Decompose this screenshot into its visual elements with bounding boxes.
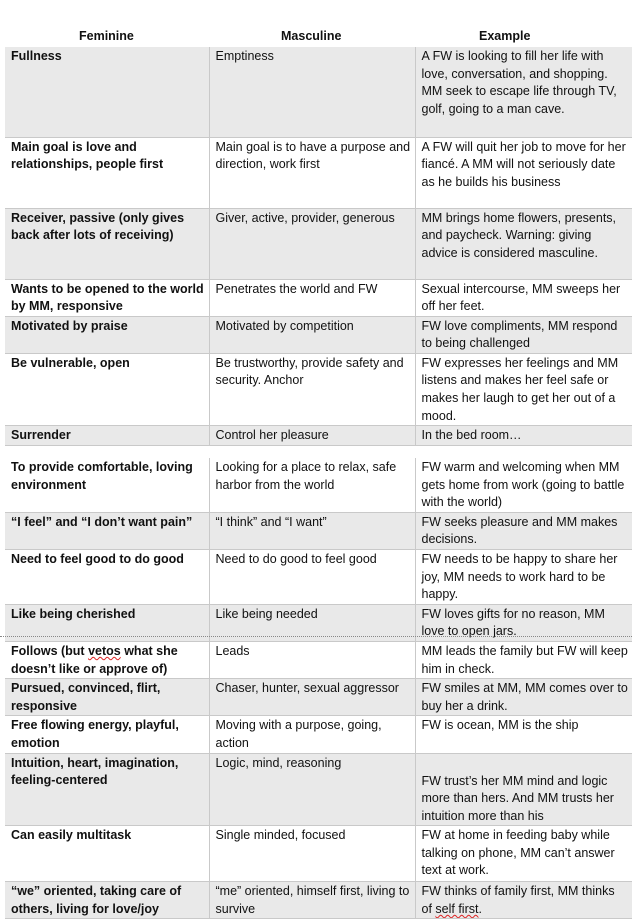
example-text: . [478,901,482,916]
table-row [5,426,632,446]
example-cell: MM leads the family but FW will keep him in check. [415,641,632,678]
masculine-cell: Leads [209,641,415,678]
example-cell: A FW is looking to fill her life with love, conversation, and shopping. MM seek to escape life through TV, golf, going to a man cave. [415,47,632,137]
table-row [5,137,632,208]
feminine-cell: Receiver, passive (only gives back after lots of receiving) [5,208,209,279]
feminine-cell: Free flowing energy, playful, emotion [11,718,179,750]
feminine-cell: “we” oriented, taking care of others, living for love/joy [5,882,209,919]
example-cell: FW smiles at MM, MM comes over to buy her a drink. [415,679,632,716]
feminine-text: Follows (but [11,643,89,658]
table-row [5,826,632,882]
table-row [5,716,632,753]
feminine-text: what she doesn’t like or approve of) [11,643,178,676]
example-cell: A FW will quit her job to move for her fiancé. A MM will not seriously date as he builds his business [415,137,632,208]
feminine-cell: Like being cherished [5,604,209,641]
example-cell: FW love compliments, MM respond to being challenged [415,316,632,353]
spellcheck-word: vetos [88,643,121,658]
table-row [5,679,632,716]
masculine-cell: Logic, mind, reasoning [209,753,415,826]
feminine-cell: Fullness [5,47,209,137]
table-upper [5,47,632,446]
example-cell [415,753,632,826]
masculine-cell: Single minded, focused [209,826,415,882]
example-cell: FW loves gifts for no reason, MM love to open jars. [415,604,632,641]
example-cell: FW needs to be happy to share her joy, MM needs to work hard to be happy. [415,549,632,604]
table-row [5,753,632,826]
example-cell: FW warm and welcoming when MM gets home from work (going to battle with the world) [415,458,632,512]
masculine-cell: Penetrates the world and FW [209,279,415,316]
feminine-cell: Intuition, heart, imagination, feeling-centered [5,753,209,826]
masculine-cell: “me” oriented, himself first, living to survive [209,882,415,919]
feminine-cell: Main goal is love and relationships, people first [11,139,164,172]
table-row [5,458,632,512]
masculine-cell: Need to do good to feel good [209,549,415,604]
table-row [5,641,632,678]
example-cell: FW seeks pleasure and MM makes decisions. [415,512,632,549]
column-headers [0,29,632,47]
masculine-cell: Control her pleasure [209,426,415,446]
masculine-cell: Main goal is to have a purpose and direction, work first [209,137,415,208]
feminine-cell: Can easily multitask [11,828,132,843]
table-row [5,353,632,425]
example-cell: FW expresses her feelings and MM listens and makes her feel safe or makes her laugh to get her out of a mood. [415,353,632,425]
table-row [5,512,632,549]
example-cell: FW at home in feeding baby while talking on phone, MM can’t answer text at work. [415,826,632,882]
feminine-cell: Pursued, convinced, flirt, responsive [5,679,209,716]
example-cell: MM brings home flowers, presents, and paycheck. Warning: giving advice is considered masculine. [415,208,632,279]
table-row [5,279,632,316]
masculine-cell: Moving with a purpose, going, action [209,716,415,753]
page-break-line [0,636,632,637]
table-row [5,882,632,919]
feminine-cell: Need to feel good to do good [11,551,184,566]
masculine-cell: Chaser, hunter, sexual aggressor [209,679,415,716]
example-cell: FW is ocean, MM is the ship [415,716,632,753]
example-cell: Sexual intercourse, MM sweeps her off her feet. [415,279,632,316]
masculine-cell: Giver, active, provider, generous [209,208,415,279]
table-row [5,316,632,353]
header-example: Example [479,29,531,43]
spellcheck-phrase: self first [435,901,479,916]
table-row [5,549,632,604]
example-text: FW thinks of family first, MM thinks of [421,884,615,916]
masculine-cell: Looking for a place to relax, safe harbor from the world [209,458,415,512]
header-feminine: Feminine [79,29,134,43]
example-text: FW trust’s her MM mind and logic more than hers. And MM trusts her intuition more than his [421,773,614,823]
feminine-cell: “I feel” and “I don’t want pain” [5,512,209,549]
feminine-cell: Motivated by praise [5,316,209,353]
table-row [5,208,632,279]
example-cell: In the bed room… [415,426,632,446]
masculine-cell: Motivated by competition [209,316,415,353]
masculine-cell: Like being needed [209,604,415,641]
feminine-cell: Wants to be opened to the world by MM, responsive [11,281,204,314]
feminine-cell [5,641,209,678]
masculine-cell: Emptiness [209,47,415,137]
feminine-cell: To provide comfortable, loving environment [11,460,193,492]
table-row [5,47,632,137]
example-cell [415,882,632,919]
masculine-cell: Be trustworthy, provide safety and security. Anchor [209,353,415,425]
feminine-cell: Be vulnerable, open [11,355,130,370]
feminine-cell: Surrender [5,426,209,446]
masculine-cell: “I think” and “I want” [209,512,415,549]
header-masculine: Masculine [281,29,342,43]
table-lower [5,458,632,919]
